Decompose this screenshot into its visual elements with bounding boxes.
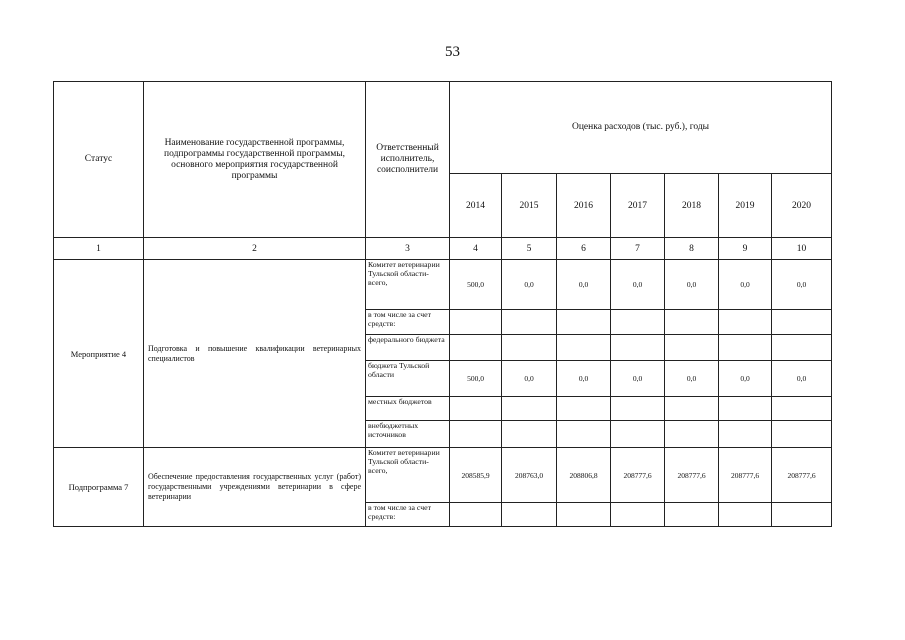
value-cell: 208585,9 [450, 448, 502, 503]
column-number: 10 [772, 238, 832, 260]
status-cell: Подпрограмма 7 [54, 448, 144, 527]
value-cell: 208777,6 [719, 448, 772, 503]
value-cell: 0,0 [719, 361, 772, 397]
value-cell [557, 397, 611, 421]
value-cell [772, 421, 832, 448]
value-cell: 0,0 [719, 260, 772, 310]
column-number: 1 [54, 238, 144, 260]
value-cell [450, 421, 502, 448]
value-cell [557, 421, 611, 448]
value-cell: 0,0 [502, 361, 557, 397]
value-cell [557, 310, 611, 335]
value-cell [450, 503, 502, 527]
value-cell: 500,0 [450, 361, 502, 397]
value-cell: 208777,6 [665, 448, 719, 503]
value-cell [719, 397, 772, 421]
value-cell [502, 310, 557, 335]
program-name-text: Обеспечение предоставления государственных услуг (работ) государственными учреждениями ветеринарии в сфере ветеринарии [148, 472, 361, 501]
budget-table [53, 81, 832, 527]
source-cell: в том числе за счет средств: [366, 503, 450, 527]
value-cell [557, 335, 611, 361]
value-cell [665, 421, 719, 448]
page-number: 53 [445, 44, 460, 60]
value-cell [772, 397, 832, 421]
program-name-text: Подготовка и повышение квалификации ветеринарных специалистов [148, 343, 361, 363]
value-cell: 0,0 [665, 260, 719, 310]
value-cell [665, 310, 719, 335]
value-cell [611, 503, 665, 527]
value-cell: 208763,0 [502, 448, 557, 503]
header-year: 2017 [611, 174, 665, 238]
source-cell: в том числе за счет средств: [366, 310, 450, 335]
column-number: 5 [502, 238, 557, 260]
value-cell [450, 335, 502, 361]
value-cell [772, 503, 832, 527]
source-cell: внебюджетных источников [366, 421, 450, 448]
column-number: 7 [611, 238, 665, 260]
value-cell: 0,0 [665, 361, 719, 397]
header-year: 2020 [772, 174, 832, 238]
column-number: 3 [366, 238, 450, 260]
value-cell [611, 310, 665, 335]
value-cell [450, 310, 502, 335]
value-cell [611, 335, 665, 361]
header-executor: Ответственный исполнитель, соисполнители [366, 82, 450, 238]
value-cell: 208777,6 [611, 448, 665, 503]
value-cell [665, 397, 719, 421]
value-cell: 0,0 [772, 361, 832, 397]
value-cell [502, 335, 557, 361]
header-year: 2019 [719, 174, 772, 238]
value-cell [665, 503, 719, 527]
value-cell: 0,0 [772, 260, 832, 310]
value-cell [719, 310, 772, 335]
header-year: 2014 [450, 174, 502, 238]
value-cell [557, 503, 611, 527]
source-cell: местных бюджетов [366, 397, 450, 421]
header-status: Статус [54, 82, 144, 238]
header-name: Наименование государственной программы, подпрограммы государственной программы, основного мероприятия государственной программы [144, 82, 366, 238]
source-cell: Комитет ветеринарии Тульской области- всего, [366, 448, 450, 503]
value-cell [502, 503, 557, 527]
program-name-cell [144, 260, 366, 448]
value-cell [611, 421, 665, 448]
value-cell: 208806,8 [557, 448, 611, 503]
value-cell [719, 503, 772, 527]
column-number: 9 [719, 238, 772, 260]
value-cell [772, 335, 832, 361]
source-cell: Комитет ветеринарии Тульской области- всего, [366, 260, 450, 310]
column-number: 4 [450, 238, 502, 260]
program-name-cell [144, 448, 366, 527]
value-cell: 0,0 [502, 260, 557, 310]
header-year: 2018 [665, 174, 719, 238]
value-cell: 208777,6 [772, 448, 832, 503]
value-cell [719, 335, 772, 361]
table-row [54, 448, 832, 503]
header-year: 2016 [557, 174, 611, 238]
status-cell: Мероприятие 4 [54, 260, 144, 448]
value-cell [502, 421, 557, 448]
column-number: 2 [144, 238, 366, 260]
source-cell: федерального бюджета [366, 335, 450, 361]
header-expenses: Оценка расходов (тыс. руб.), годы [450, 82, 832, 174]
column-number: 8 [665, 238, 719, 260]
value-cell [665, 335, 719, 361]
value-cell [450, 397, 502, 421]
value-cell [772, 310, 832, 335]
value-cell: 500,0 [450, 260, 502, 310]
value-cell: 0,0 [611, 361, 665, 397]
column-number: 6 [557, 238, 611, 260]
value-cell [719, 421, 772, 448]
value-cell [502, 397, 557, 421]
table-row [54, 260, 832, 310]
source-cell: бюджета Тульской области [366, 361, 450, 397]
value-cell: 0,0 [611, 260, 665, 310]
value-cell: 0,0 [557, 260, 611, 310]
value-cell: 0,0 [557, 361, 611, 397]
value-cell [611, 397, 665, 421]
header-year: 2015 [502, 174, 557, 238]
